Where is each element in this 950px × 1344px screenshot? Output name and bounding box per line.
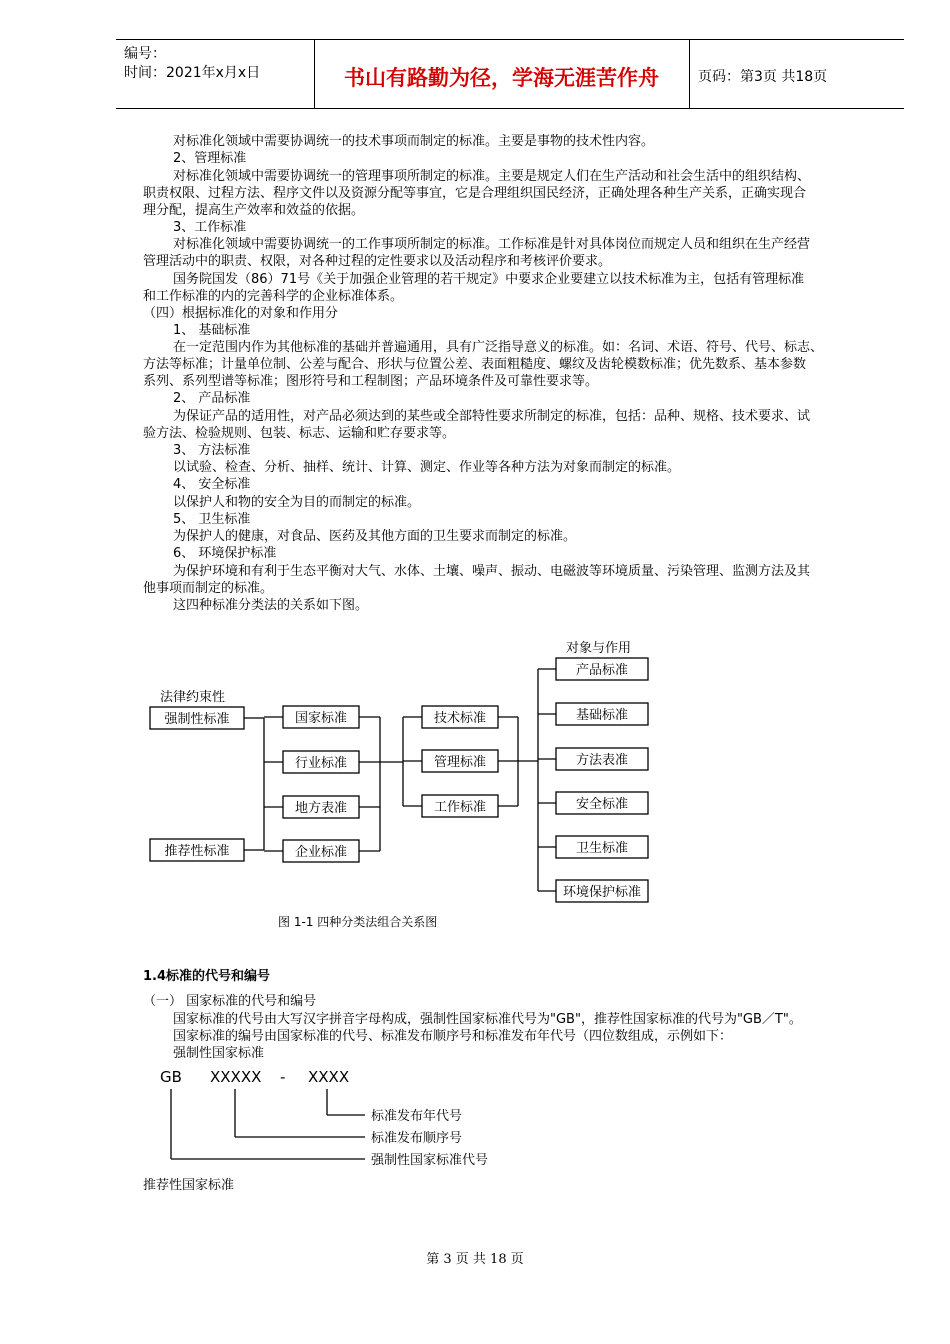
- body-line: 对标准化领域中需要协调统一的技术事项而制定的标准。主要是事物的技术性内容。: [173, 134, 655, 149]
- diagram-object-label: 对象与作用: [566, 641, 632, 656]
- body-line: 这四种标准分类法的关系如下图。: [173, 598, 369, 613]
- body-line: 国务院国发（86）71号《关于加强企业管理的若干规定》中要求企业要建立以技术标准为主，包括有管理标准: [173, 272, 805, 287]
- header-time: 时间：2021年x月x日: [124, 65, 261, 81]
- header-motto: 书山有路勤为径，学海无涯苦作舟: [344, 66, 659, 90]
- body-line: 系列、系列型谱等标准；图形符号和工程制图；产品环境条件及可靠性要求等。: [143, 374, 599, 389]
- body-line: 为保护人的健康，对食品、医药及其他方面的卫生要求而制定的标准。: [173, 529, 577, 544]
- body-line: 2、管理标准: [173, 151, 247, 166]
- code-label-seq: 标准发布顺序号: [371, 1131, 463, 1146]
- page-footer: 第 3 页 共 18 页: [426, 1252, 524, 1267]
- body-line: 2、 产品标准: [173, 391, 251, 406]
- body-line: 在一定范围内作为其他标准的基础并普遍通用，具有广泛指导意义的标准。如：名词、术语、符号、代号、标志、: [173, 340, 824, 355]
- body-line: 强制性国家标准: [173, 1046, 265, 1061]
- diagram-label: 基础标准: [575, 708, 629, 723]
- body-line: 以试验、检查、分析、抽样、统计、计算、测定、作业等各种方法为对象而制定的标准。: [173, 460, 681, 475]
- body-line: 理分配，提高生产效率和效益的依据。: [143, 203, 365, 218]
- body-line: 国家标准的代号由大写汉字拼音字母构成，强制性国家标准代号为"GB"，推荐性国家标准的代号为"GB／T"。: [173, 1012, 802, 1027]
- diagram-label: 行业标准: [294, 756, 348, 771]
- diagram-label: 环境保护标准: [562, 885, 642, 900]
- body-line: 对标准化领域中需要协调统一的管理事项所制定的标准。主要是规定人们在生产活动和社会生活中的组织结构、: [173, 169, 811, 184]
- diagram-label: 推荐性标准: [164, 844, 230, 859]
- code-label-year: 标准发布年代号: [371, 1109, 463, 1124]
- body-line: 职责权限、过程方法、程序文件以及资源分配等事宜，它是合理组织国民经济，正确处理各种生产关系，正确实现合: [143, 186, 807, 201]
- body-line: 国家标准的编号由国家标准的代号、标准发布顺序号和标准发布年代号（四位数组成，示例如下：: [173, 1029, 733, 1044]
- code-label-code: 强制性国家标准代号: [371, 1153, 489, 1168]
- body-line: 3、工作标准: [173, 220, 247, 235]
- diagram-label: 卫生标准: [575, 841, 629, 856]
- body-line: 验方法、检验规则、包装、标志、运输和贮存要求等。: [143, 426, 456, 441]
- header-number: 编号：: [124, 46, 166, 62]
- body-line: 4、 安全标准: [173, 477, 251, 492]
- body-line: 为保护环境和有利于生态平衡对大气、水体、土壤、噪声、振动、电磁波等环境质量、污染管理、监测方法及其: [173, 564, 811, 579]
- section-heading: 1.4标准的代号和编号: [143, 969, 271, 984]
- diagram-label: 技术标准: [433, 711, 487, 726]
- body-line: （四）根据标准化的对象和作用分: [143, 306, 339, 321]
- diagram-label: 管理标准: [433, 755, 487, 770]
- code-year: XXXX: [308, 1068, 350, 1086]
- diagram-caption: 图 1-1 四种分类法组合关系图: [278, 915, 438, 929]
- diagram-label: 方法表准: [575, 753, 629, 768]
- diagram-label: 国家标准: [294, 711, 348, 726]
- code-gb: GB: [160, 1068, 182, 1086]
- code-dash: -: [280, 1068, 286, 1086]
- body-line: 1、 基础标准: [173, 323, 251, 338]
- body-line: 和工作标准的内的完善科学的企业标准体系。: [143, 289, 404, 304]
- body-line: 以保护人和物的安全为目的而制定的标准。: [173, 495, 421, 510]
- header-page: 页码：第3页 共18页: [698, 69, 828, 85]
- body-line: 为保证产品的适用性，对产品必须达到的某些或全部特性要求所制定的标准，包括：品种、规格、技术要求、试: [173, 409, 811, 424]
- body-line: 方法等标准；计量单位制、公差与配合、形状与位置公差、表面粗糙度、螺纹及齿轮模数标准；优先数系、基本参数: [143, 357, 807, 372]
- body-line: 他事项而制定的标准。: [143, 581, 274, 596]
- body-line: 管理活动中的职责、权限，对各种过程的定性要求以及活动程序和考核评价要求。: [143, 254, 612, 269]
- body-line: 3、 方法标准: [173, 443, 251, 458]
- body-line: 推荐性国家标准: [143, 1178, 235, 1193]
- diagram-label: 地方表准: [294, 801, 348, 816]
- body-line: 对标准化领域中需要协调统一的工作事项所制定的标准。工作标准是针对具体岗位而规定人员和组织在生产经营: [173, 237, 811, 252]
- body-line: 5、 卫生标准: [173, 512, 251, 527]
- diagram-label: 工作标准: [433, 800, 487, 815]
- body-line: 6、 环境保护标准: [173, 546, 277, 561]
- diagram-legal-label: 法律约束性: [160, 690, 226, 705]
- diagram-label: 企业标准: [294, 845, 348, 860]
- diagram-label: 强制性标准: [164, 712, 230, 727]
- section-sub: （一） 国家标准的代号和编号: [143, 994, 317, 1009]
- diagram-label: 产品标准: [575, 663, 629, 678]
- code-seq: XXXXX: [210, 1068, 262, 1086]
- diagram-label: 安全标准: [575, 797, 629, 812]
